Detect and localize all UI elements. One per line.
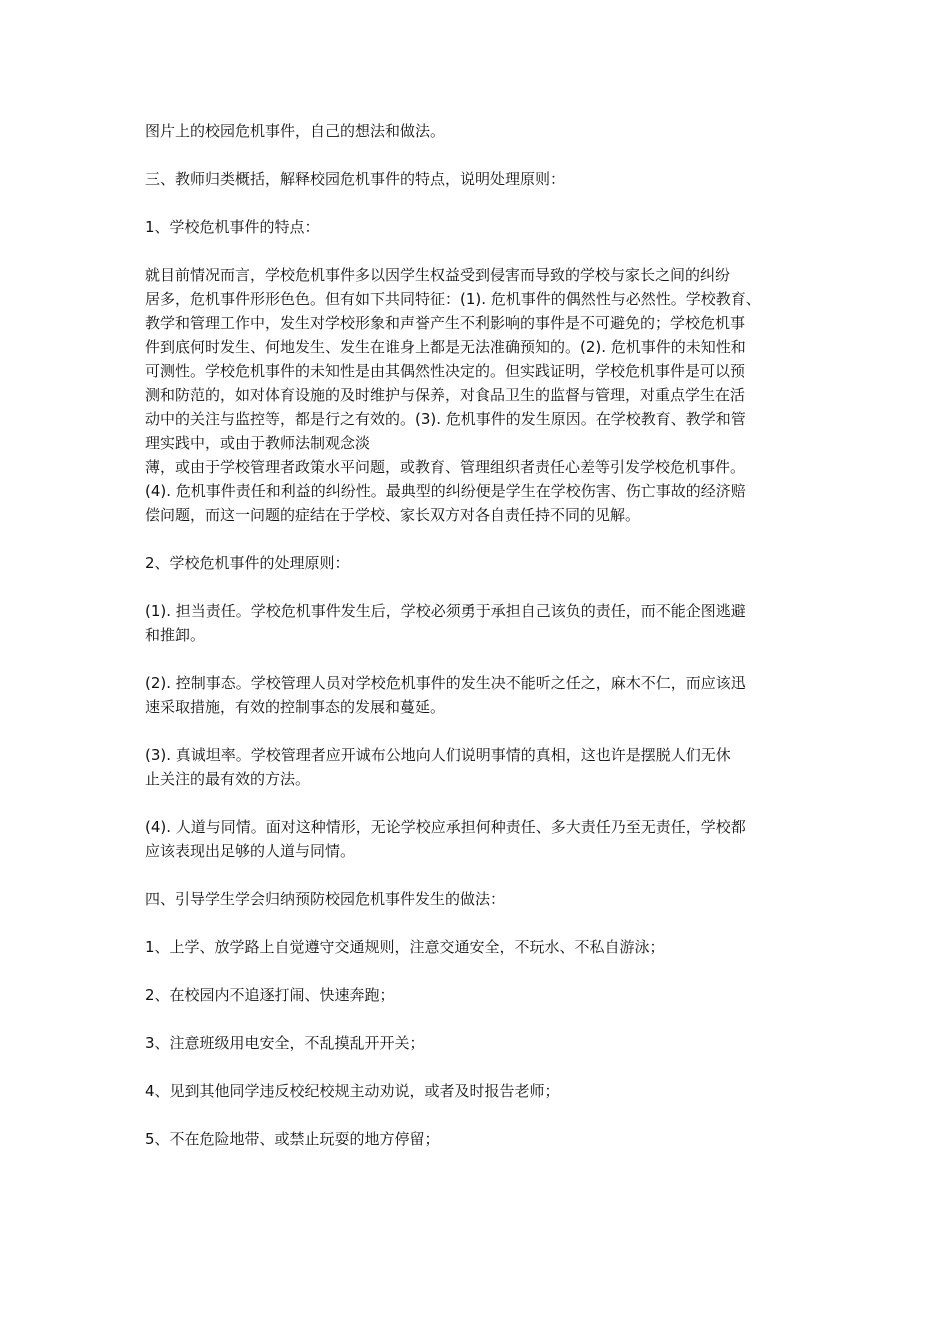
text-line: 1、学校危机事件的特点：: [145, 218, 320, 236]
text-line: 止关注的最有效的方法。: [145, 770, 311, 788]
text-line: 三、教师归类概括，解释校园危机事件的特点，说明处理原则：: [145, 170, 566, 188]
text-line: 4、见到其他同学违反校纪校规主动劝说，或者及时报告老师；: [145, 1082, 560, 1100]
paragraph: [145, 887, 811, 911]
text-line: 速采取措施，有效的控制事态的发展和蔓延。: [145, 698, 446, 716]
paragraph: [145, 215, 811, 239]
text-line: (1). 担当责任。学校危机事件发生后，学校必须勇于承担自己该负的责任，而不能企图逃避: [145, 602, 746, 620]
text-line: 薄，或由于学校管理者政策水平问题，或教育、管理组织者责任心差等引发学校危机事件。: [145, 458, 746, 476]
text-line: 就目前情况而言，学校危机事件多以因学生权益受到侵害而导致的学校与家长之间的纠纷: [145, 266, 731, 284]
paragraph: [145, 1127, 811, 1151]
text-line: 5、不在危险地带、或禁止玩耍的地方停留；: [145, 1130, 440, 1148]
text-line: (2). 控制事态。学校管理人员对学校危机事件的发生决不能听之任之，麻木不仁，而应该迅: [145, 674, 746, 692]
text-line: 件到底何时发生、何地发生、发生在谁身上都是无法准确预知的。(2). 危机事件的未知性和: [145, 338, 746, 356]
paragraph: [145, 119, 811, 143]
paragraph: [145, 983, 811, 1007]
text-line: 3、注意班级用电安全，不乱摸乱开开关；: [145, 1034, 425, 1052]
text-line: 和推卸。: [145, 626, 206, 644]
text-line: (4). 人道与同情。面对这种情形，无论学校应承担何种责任、多大责任乃至无责任，学校都: [145, 818, 746, 836]
text-line: 偿问题，而这一问题的症结在于学校、家长双方对各自责任持不同的见解。: [145, 506, 641, 524]
paragraph: [145, 743, 811, 791]
paragraph: [145, 1031, 811, 1055]
paragraph: [145, 671, 811, 719]
text-line: 教学和管理工作中，发生对学校形象和声誉产生不利影响的事件是不可避免的；学校危机事: [145, 314, 746, 332]
text-line: 动中的关注与监控等，都是行之有效的。(3). 危机事件的发生原因。在学校教育、教学和管: [145, 410, 746, 428]
text-line: (4). 危机事件责任和利益的纠纷性。最典型的纠纷便是学生在学校伤害、伤亡事故的经济赔: [145, 482, 746, 500]
paragraph: [145, 815, 811, 863]
document-body: [145, 119, 811, 1175]
paragraph: [145, 263, 811, 527]
paragraph: [145, 551, 811, 575]
text-line: 可测性。学校危机事件的未知性是由其偶然性决定的。但实践证明，学校危机事件是可以预: [145, 362, 746, 380]
text-line: 应该表现出足够的人道与同情。: [145, 842, 356, 860]
text-line: 理实践中，或由于教师法制观念淡: [145, 434, 371, 452]
text-line: 测和防范的，如对体育设施的及时维护与保养，对食品卫生的监督与管理，对重点学生在活: [145, 386, 746, 404]
paragraph: [145, 1079, 811, 1103]
paragraph: [145, 599, 811, 647]
text-line: (3). 真诚坦率。学校管理者应开诚布公地向人们说明事情的真相，这也许是摆脱人们无休: [145, 746, 731, 764]
text-line: 图片上的校园危机事件，自己的想法和做法。: [145, 122, 446, 140]
text-line: 居多，危机事件形形色色。但有如下共同特征：(1). 危机事件的偶然性与必然性。学校教育、: [145, 290, 761, 308]
paragraph: [145, 935, 811, 959]
text-line: 四、引导学生学会归纳预防校园危机事件发生的做法：: [145, 890, 506, 908]
text-line: 2、学校危机事件的处理原则：: [145, 554, 350, 572]
paragraph: [145, 167, 811, 191]
text-line: 2、在校园内不追逐打闹、快速奔跑；: [145, 986, 395, 1004]
text-line: 1、上学、放学路上自觉遵守交通规则，注意交通安全，不玩水、不私自游泳；: [145, 938, 665, 956]
